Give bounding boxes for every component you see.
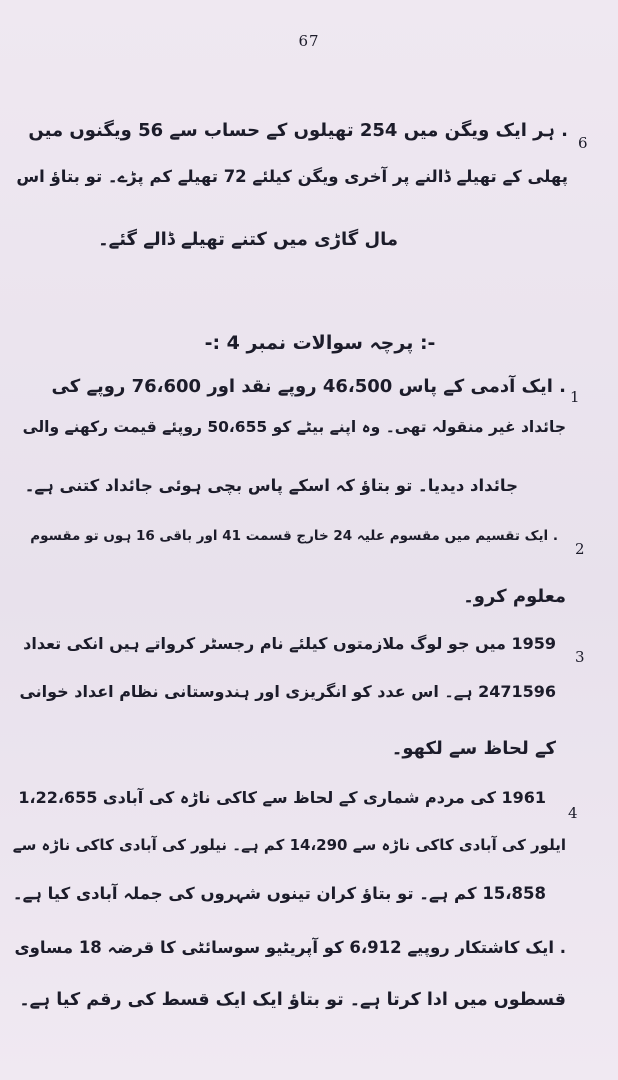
- question-line: 15،858 کم ہے۔ تو بتاؤ کران تینوں شہروں کی جملہ آبادی کیا ہے۔: [12, 884, 546, 903]
- question-line: پھلی کے تھیلے ڈالنے پر آخری ویگن کیلئے 72 تھیلے کم پڑے۔ تو بتاؤ اس: [16, 167, 568, 186]
- question-line: ایلور کی آبادی کاکی ناڑہ سے 14،290 کم ہے۔ نیلور کی آبادی کاکی ناڑہ سے: [12, 836, 566, 854]
- question-line: . ایک کاشتکار روپیے 6،912 کو آپریٹیو سوسائٹی کا قرضہ 18 مساوی: [14, 938, 566, 957]
- question-line: . ہر ایک ویگن میں 254 تھیلوں کے حساب سے 56 ویگنوں میں: [28, 120, 568, 141]
- question-line: کے لحاظ سے لکھو۔: [391, 738, 556, 759]
- question-line: معلوم کرو۔: [463, 586, 566, 607]
- question-line: 1961 کی مردم شماری کے لحاظ سے کاکی ناڑہ کی آبادی 1،22،655: [18, 788, 546, 807]
- page-number: 67: [298, 32, 320, 50]
- question-number: 3: [575, 648, 585, 666]
- question-line: . ایک تقسیم میں مقسوم علیہ 24 خارج قسمت 41 اور باقی 16 ہوں تو مقسوم: [30, 528, 558, 544]
- question-line: 2471596 ہے۔ اس عدد کو انگریزی اور ہندوستانی نظام اعداد خوانی: [19, 682, 556, 701]
- question-line: قسطوں میں ادا کرتا ہے۔ تو بتاؤ ایک ایک قسط کی رقم کیا ہے۔: [19, 990, 566, 1010]
- question-line: . ایک آدمی کے پاس 46،500 روپے نقد اور 76،600 روپے کی: [51, 376, 566, 397]
- question-line: جائداد دیدیا۔ تو بتاؤ کہ اسکے پاس بچی ہوئی جائداد کتنی ہے۔: [24, 476, 518, 495]
- question-number: 6: [578, 134, 588, 152]
- question-line: جائداد غیر منقولہ تھی۔ وہ اپنے بیٹے کو 50،655 روپئے قیمت رکھنے والی: [22, 418, 566, 436]
- question-number: 4: [568, 804, 578, 822]
- question-line: 1959 میں جو لوگ ملازمتوں کیلئے نام رجسٹر کرواتے ہیں انکی تعداد: [23, 634, 556, 653]
- question-number: 2: [575, 540, 585, 558]
- question-line: مال گاڑی میں کتنے تھیلے ڈالے گئے۔: [98, 229, 398, 250]
- section-heading: -: پرچہ سوالات نمبر 4 :-: [204, 332, 436, 354]
- question-number: 1: [570, 388, 580, 406]
